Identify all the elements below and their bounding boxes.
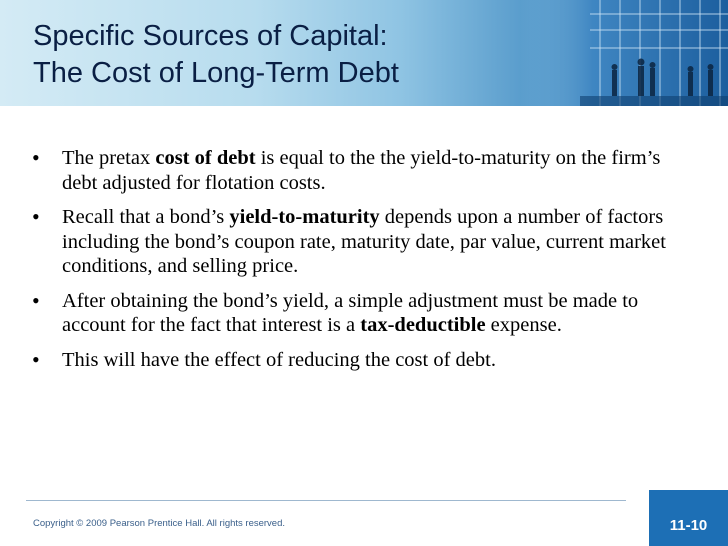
term-yield-to-maturity: yield-to-maturity: [229, 206, 380, 228]
slide-number-badge: [649, 490, 728, 546]
slide-number: 11-10: [669, 517, 708, 534]
bullet-item: [30, 348, 690, 373]
bullet-2-text-start: Recall that a bond’s: [62, 206, 230, 228]
header-band: [0, 0, 728, 106]
bullet-1-text-start: The pretax: [62, 147, 156, 169]
bullet-3-text-end: expense.: [485, 314, 562, 336]
bullet-text: [62, 206, 666, 277]
bullet-item: [30, 146, 690, 195]
bullet-item: [30, 289, 690, 338]
title-line-1: Specific Sources of Capital:: [33, 20, 388, 52]
bullet-text: [62, 147, 660, 194]
copyright-notice: Copyright © 2009 Pearson Prentice Hall. All rights reserved.: [33, 518, 286, 529]
bullet-icon: •: [32, 287, 40, 313]
bullet-2-text-end: depends upon a number of factors including the bond’s coupon rate, maturity date, par value, current market conditions, and selling price.: [62, 206, 666, 277]
bullet-icon: •: [32, 346, 40, 372]
header-photo-icon: [520, 0, 728, 106]
bullet-list: [30, 146, 690, 382]
bullet-text: [62, 290, 638, 337]
bullet-3-text-start: After obtaining the bond’s yield, a simple adjustment must be made to account for the fact that interest is a: [62, 289, 639, 336]
slide-title: [33, 18, 399, 92]
term-tax-deductible: tax-deductible: [360, 314, 486, 336]
footer-divider: [26, 500, 626, 501]
bullet-icon: •: [32, 204, 40, 229]
bullet-text: This will have the effect of reducing the cost of debt.: [62, 348, 496, 371]
term-cost-of-debt: cost of debt: [155, 147, 256, 169]
bullet-1-text-end: is equal to the the yield-to-maturity on the firm’s debt adjusted for flotation costs.: [62, 147, 661, 194]
title-line-2: The Cost of Long-Term Debt: [33, 57, 399, 89]
bullet-item: [30, 205, 690, 279]
bullet-icon: •: [32, 145, 40, 170]
